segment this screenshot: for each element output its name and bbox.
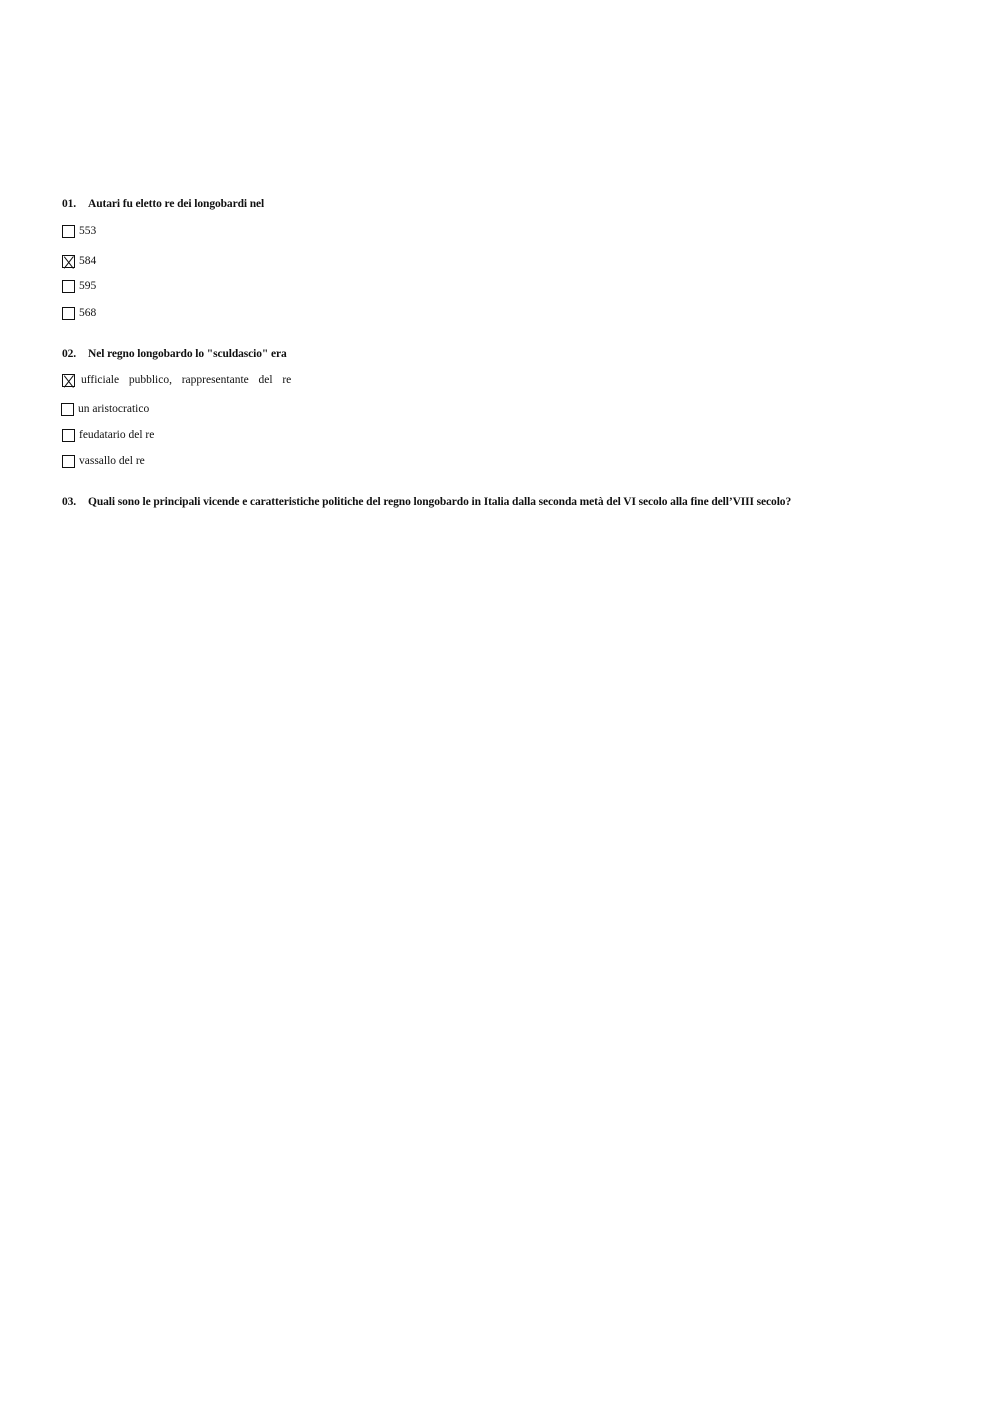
option-vassallo-del-re[interactable] [62, 453, 145, 469]
question-03 [62, 496, 791, 508]
option-label: vassallo del re [79, 455, 145, 467]
checkbox[interactable] [62, 307, 75, 320]
question-01 [62, 198, 264, 210]
question-number: 02. [62, 348, 77, 360]
option-un-aristocratico[interactable] [61, 401, 149, 417]
option-label: ufficiale pubblico, rappresentante del re [81, 374, 292, 386]
option-584[interactable] [62, 253, 96, 269]
question-text: Autari fu eletto re dei longobardi nel [88, 198, 265, 210]
checkbox[interactable] [62, 455, 75, 468]
checkbox[interactable] [62, 280, 75, 293]
question-number: 03. [62, 496, 77, 508]
question-text: Quali sono le principali vicende e caratteristiche politiche del regno longobardo in Italia dalla seconda metà del VI secolo alla fine dell’VIII secolo? [88, 496, 792, 508]
checkbox-checked[interactable] [62, 374, 75, 387]
checkbox-checked[interactable] [62, 255, 75, 268]
question-number: 01. [62, 198, 77, 210]
checkbox[interactable] [61, 403, 74, 416]
option-553[interactable] [62, 223, 96, 239]
option-label: 553 [79, 225, 97, 237]
question-02 [62, 348, 287, 360]
option-label: 584 [79, 255, 97, 267]
checkbox[interactable] [62, 429, 75, 442]
option-feudatario-del-re[interactable] [62, 427, 154, 443]
option-label: feudatario del re [79, 429, 155, 441]
option-595[interactable] [62, 278, 96, 294]
option-label: 595 [79, 280, 97, 292]
option-568[interactable] [62, 305, 96, 321]
option-label: un aristocratico [78, 403, 150, 415]
question-text: Nel regno longobardo lo "sculdascio" era [88, 348, 287, 360]
checkbox[interactable] [62, 225, 75, 238]
option-ufficiale-pubblico[interactable] [62, 372, 291, 388]
option-label: 568 [79, 307, 97, 319]
